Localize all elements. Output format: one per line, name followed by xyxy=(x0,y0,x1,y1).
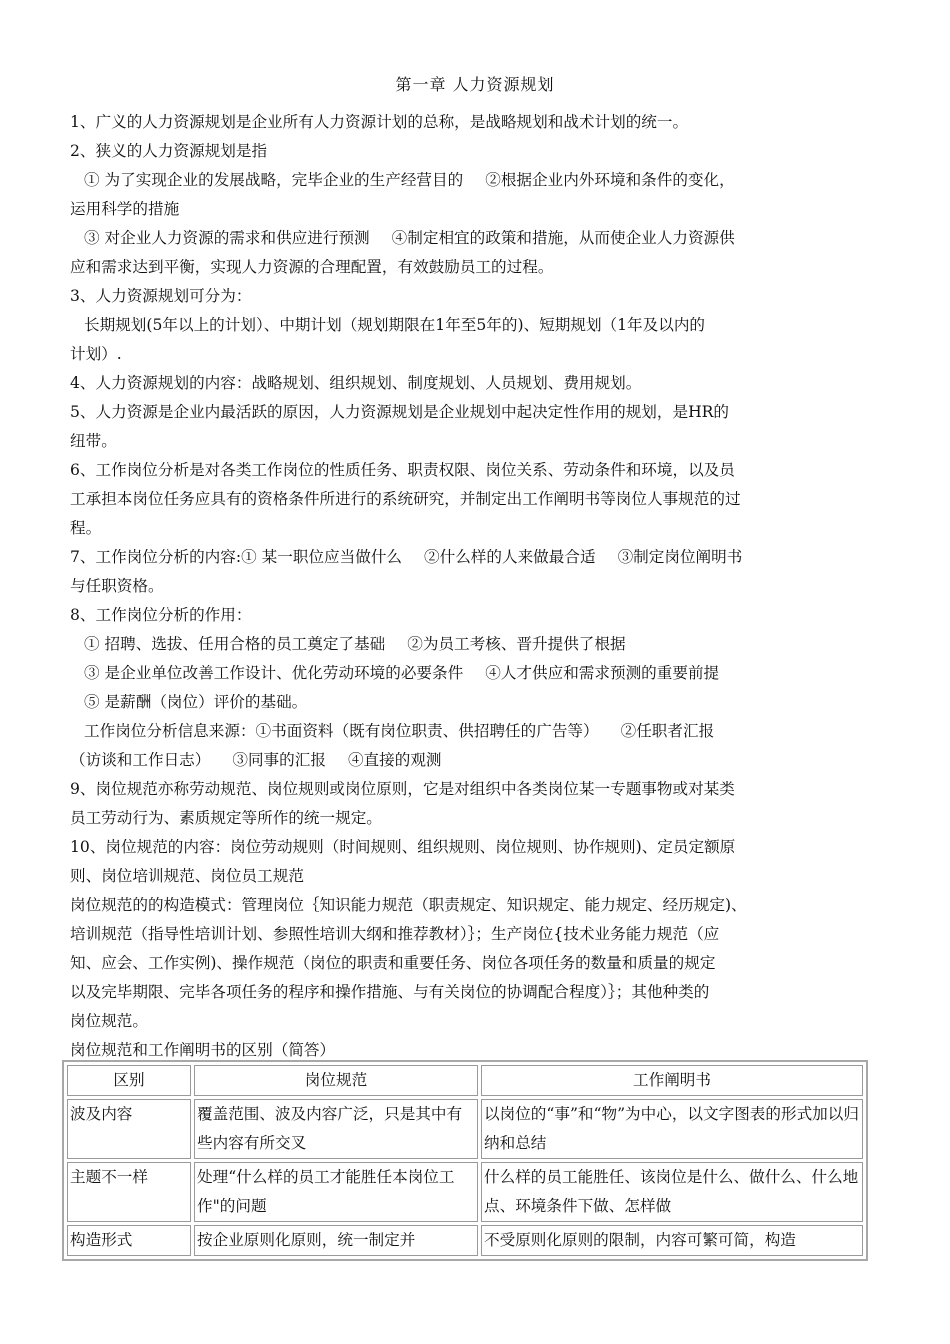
document-body xyxy=(70,108,890,1065)
paragraph-11-cont-4: 岗位规范。 xyxy=(70,1012,148,1030)
paragraph-10-cont: 则、岗位培训规范、岗位员工规范 xyxy=(70,867,304,885)
paragraph-7-cont: 与任职资格。 xyxy=(70,577,164,595)
table-cell: 波及内容 xyxy=(67,1099,191,1159)
paragraph-11: 岗位规范的的构造模式：管理岗位｛知识能力规范（职责规定、知识规定、能力规定、经历规定)、 xyxy=(70,896,747,914)
table-cell: 覆盖范围、波及内容广泛，只是其中有些内容有所交叉 xyxy=(194,1099,478,1159)
paragraph-3-item-cont: 计划）. xyxy=(70,345,122,363)
table-row xyxy=(67,1225,863,1256)
paragraph-9-cont: 员工劳动行为、素质规定等所作的统一规定。 xyxy=(70,809,382,827)
paragraph-2-item-a: ① 为了实现企业的发展战略，完毕企业的生产经营目的 ②根据企业内外环境和条件的变化， xyxy=(84,171,735,189)
paragraph-8-sources: 工作岗位分析信息来源：①书面资料（既有岗位职责、供招聘任的广告等） ②任职者汇报 xyxy=(84,722,715,740)
comparison-table xyxy=(62,1060,868,1261)
paragraph-8-item-c: ⑤ 是薪酬（岗位）评价的基础。 xyxy=(84,693,308,711)
table-cell: 按企业原则化原则，统一制定并 xyxy=(194,1225,478,1256)
paragraph-6-cont-2: 程。 xyxy=(70,519,102,537)
paragraph-2-item-b: ③ 对企业人力资源的需求和供应进行预测 ④制定相宜的政策和措施，从而使企业人力资源供 xyxy=(84,229,735,247)
table-header-row xyxy=(67,1065,863,1096)
table-row xyxy=(67,1162,863,1222)
paragraph-8-item-a: ① 招聘、选拔、任用合格的员工奠定了基础 ②为员工考核、晋升提供了根据 xyxy=(84,635,626,653)
paragraph-10: 10、岗位规范的内容：岗位劳动规则（时间规则、组织规则、岗位规则、协作规则)、定员定额原 xyxy=(70,838,736,856)
paragraph-8: 8、工作岗位分析的作用： xyxy=(70,606,252,624)
table-header: 工作阐明书 xyxy=(481,1065,863,1096)
paragraph-6-cont: 工承担本岗位任务应具有的资格条件所进行的系统研究，并制定出工作阐明书等岗位人事规范的过 xyxy=(70,490,741,508)
paragraph-8-sources-cont: （访谈和工作日志） ③同事的汇报 ④直接的观测 xyxy=(70,751,442,769)
table-header: 区别 xyxy=(67,1065,191,1096)
paragraph-5-cont: 纽带。 xyxy=(70,432,117,450)
paragraph-4: 4、人力资源规划的内容：战略规划、组织规划、制度规划、人员规划、费用规划。 xyxy=(70,374,642,392)
paragraph-2: 2、狭义的人力资源规划是指 xyxy=(70,142,268,160)
table-row xyxy=(67,1099,863,1159)
paragraph-11-cont-2: 知、应会、工作实例)、操作规范（岗位的职责和重要任务、岗位各项任务的数量和质量的规定 xyxy=(70,954,716,972)
table-header: 岗位规范 xyxy=(194,1065,478,1096)
paragraph-7: 7、工作岗位分析的内容:① 某一职位应当做什么 ②什么样的人来做最合适 ③制定岗位阐明书 xyxy=(70,548,743,566)
table-cell: 处理“什么样的员工才能胜任本岗位工作"的问题 xyxy=(194,1162,478,1222)
paragraph-11-cont-3: 以及完毕期限、完毕各项任务的程序和操作措施、与有关岗位的协调配合程度）｝；其他种类的 xyxy=(70,983,710,1001)
table-cell: 不受原则化原则的限制，内容可繁可简，构造 xyxy=(481,1225,863,1256)
paragraph-5: 5、人力资源是企业内最活跃的原因，人力资源规划是企业规划中起决定性作用的规划，是HR的 xyxy=(70,403,730,421)
paragraph-3: 3、人力资源规划可分为： xyxy=(70,287,252,305)
table-cell: 以岗位的“事”和“物”为中心，以文字图表的形式加以归纳和总结 xyxy=(481,1099,863,1159)
table-cell: 主题不一样 xyxy=(67,1162,191,1222)
paragraph-11-cont-1: 培训规范（指导性培训计划、参照性培训大纲和推荐教材）｝；生产岗位{技术业务能力规范（应 xyxy=(70,925,720,943)
paragraph-8-item-b: ③ 是企业单位改善工作设计、优化劳动环境的必要条件 ④人才供应和需求预测的重要前提 xyxy=(84,664,720,682)
paragraph-1: 1、广义的人力资源规划是企业所有人力资源计划的总称，是战略规划和战术计划的统一。 xyxy=(70,113,689,131)
chapter-title: 第一章 人力资源规划 xyxy=(395,75,555,94)
paragraph-3-item: 长期规划(5年以上的计划）、中期计划（规划期限在1年至5年的)、短期规划（1年及以内的 xyxy=(84,316,706,334)
table-cell: 构造形式 xyxy=(67,1225,191,1256)
table-cell: 什么样的员工能胜任、该岗位是什么、做什么、什么地点、环境条件下做、怎样做 xyxy=(481,1162,863,1222)
paragraph-12: 岗位规范和工作阐明书的区别（简答） xyxy=(70,1041,336,1059)
paragraph-6: 6、工作岗位分析是对各类工作岗位的性质任务、职责权限、岗位关系、劳动条件和环境，以及员 xyxy=(70,461,735,479)
paragraph-9: 9、岗位规范亦称劳动规范、岗位规则或岗位原则，它是对组织中各类岗位某一专题事物或对某类 xyxy=(70,780,735,798)
paragraph-2-item-a-cont: 运用科学的措施 xyxy=(70,200,180,218)
paragraph-2-item-b-cont: 应和需求达到平衡，实现人力资源的合理配置，有效鼓励员工的过程。 xyxy=(70,258,554,276)
